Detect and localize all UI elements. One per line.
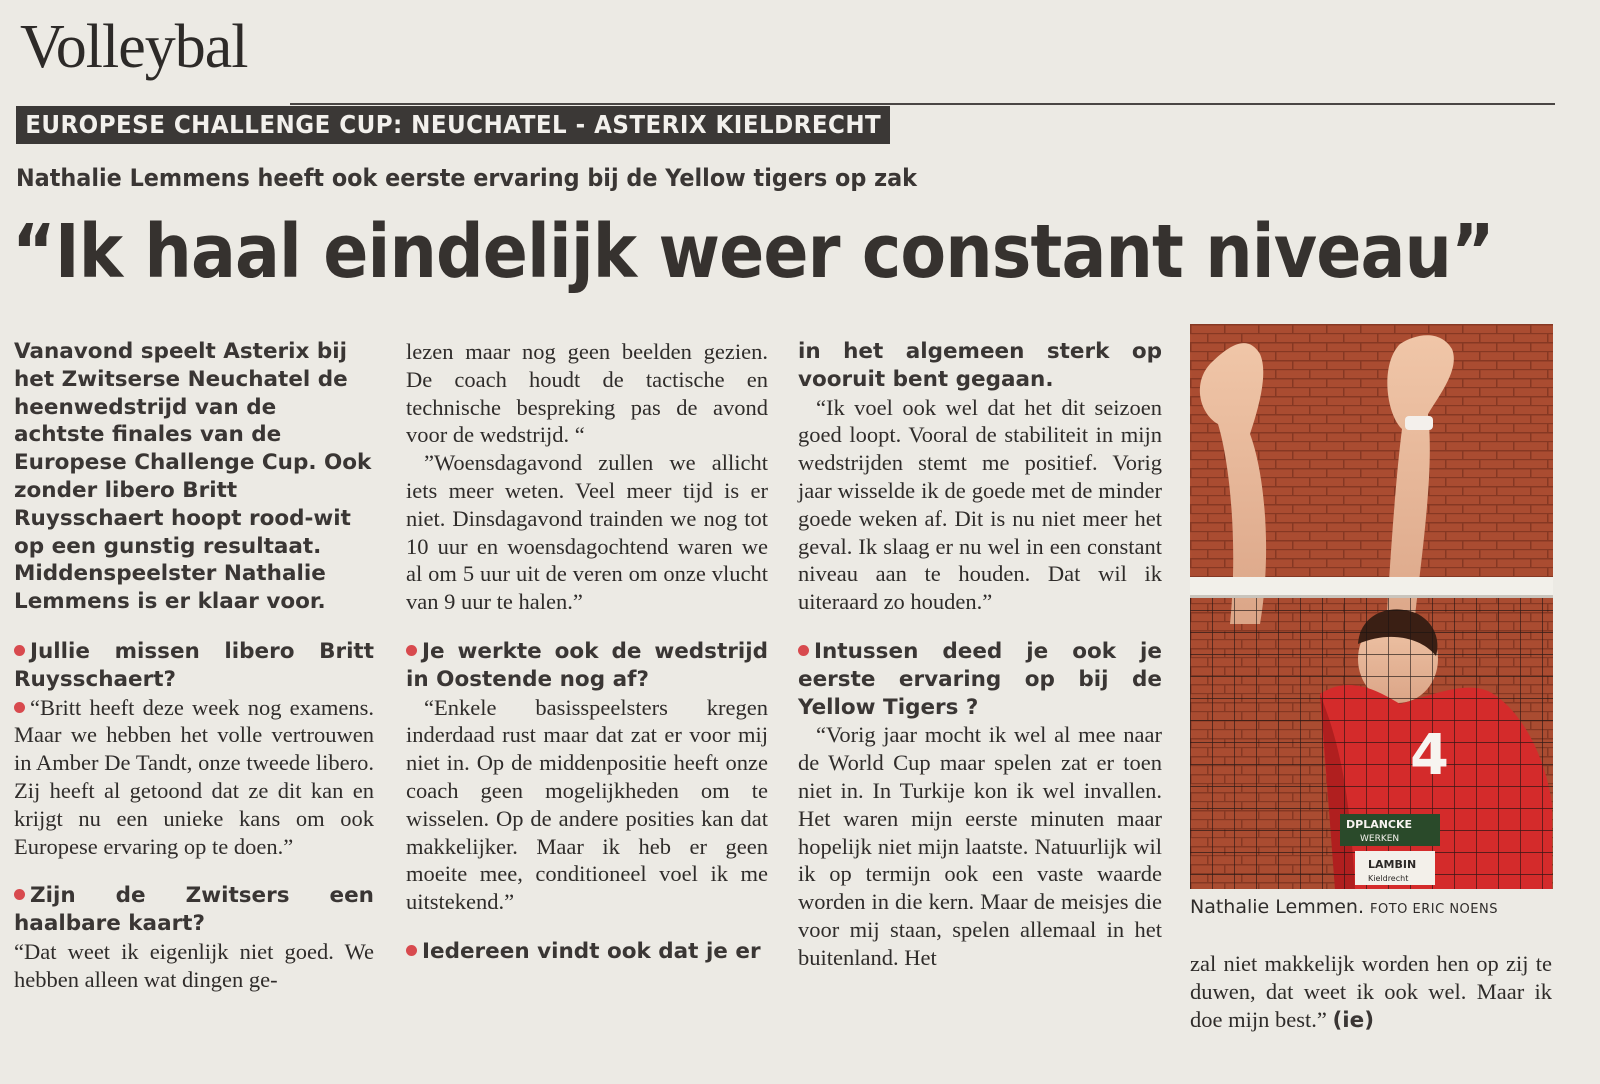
answer-2: “Dat weet ik eigenlijk niet goed. We hebben alleen wat dingen ge- (14, 938, 374, 992)
byline: (ie) (1332, 1007, 1375, 1033)
headline: “Ik haal eindelijk weer constant niveau” (12, 209, 1494, 295)
question-2: Zijn de Zwitsers een haalbare kaart? (14, 883, 374, 937)
bullet-icon (406, 945, 417, 956)
jersey-number: 4 (1410, 723, 1449, 788)
photo-illustration (1190, 324, 1553, 889)
answer-4: “Ik voel ook wel dat het dit seizoen goed loopt. Vooral de stabiliteit in mijn wedstrijden stemt me positief. Vorig jaar wisselde ik de goede met de minder goede weken af. Dit is nu niet meer het geval. Ik slaag er nu wel in een constant niveau aan te houden. Dat wil ik uiteraard zo houden.” (798, 394, 1162, 615)
column-4 (1190, 950, 1552, 1034)
answer-3: “Enkele basisspeelsters kregen inderdaad rust maar dat zat er voor mij niet in. Op de middenpositie heeft onze coach geen mogelijkheden om te wisselen. Op de andere posities kan dat makkelijker. Maar ik heb er geen moeite mee, conditioneel voel ik me uitstekend.” (406, 694, 768, 915)
question-5: Intussen deed je ook je eerste ervaring op bij de Yellow Tigers ? (798, 638, 1162, 720)
sponsor-1: DPLANCKE (1346, 818, 1413, 831)
bullet-icon (14, 645, 25, 656)
bullet-icon (14, 702, 25, 713)
player-photo (1190, 324, 1553, 889)
lead-paragraph: Vanavond speelt Asterix bij het Zwitserse Neuchatel de heenwedstrijd van de achtste finales van de Europese Challenge Cup. Ook zonder libero Britt Ruysschaert hoopt rood-wit op een gunstig resultaat. Middenspeelster Nathalie Lemmens is er klaar voor. (14, 339, 372, 615)
column-1 (14, 338, 374, 994)
caption-name: Nathalie Lemmen. (1190, 896, 1365, 918)
answer-5-continued: zal niet makkelijk worden hen op zij te duwen, dat weet ik ook wel. Maar ik doe mijn best.” (ie) (1190, 951, 1552, 1033)
bullet-icon (798, 645, 809, 656)
column-3 (798, 338, 1162, 972)
sponsor-2-sub: Kieldrecht (1368, 874, 1409, 883)
paragraph: lezen maar nog geen beelden gezien. De coach houdt de tactische en technische bespreking pas de avond voor de wedstrijd. “ (406, 339, 768, 448)
bullet-icon (406, 645, 417, 656)
photo-caption (1190, 896, 1498, 918)
sponsor-2: LAMBIN (1368, 858, 1417, 871)
column-2 (406, 338, 768, 966)
question-4: Iedereen vindt ook dat je er (406, 938, 768, 966)
photo-credit: FOTO ERIC NOENS (1370, 902, 1498, 917)
question-4-continued: in het algemeen sterk op vooruit bent gegaan. (798, 339, 1162, 392)
question-1: Jullie missen libero Britt Ruysschaert? (14, 638, 374, 692)
bullet-icon (14, 889, 25, 900)
section-title: Volleybal (20, 13, 248, 81)
subheadline: Nathalie Lemmens heeft ook eerste ervaring bij de Yellow tigers op zak (16, 164, 918, 192)
answer-1: “Britt heeft deze week nog examens. Maar we hebben het volle vertrouwen in Amber De Tandt, onze tweede libero. Zij heeft al getoond dat ze dit kan en krijgt nu een unieke kans om ook Europese ervaring op te doen.” (14, 694, 374, 859)
question-3: Je werkte ook de wedstrijd in Oostende nog af? (406, 638, 768, 692)
event-banner: EUROPESE CHALLENGE CUP: NEUCHATEL - ASTERIX KIELDRECHT (16, 106, 890, 144)
section-rule (290, 103, 1555, 105)
answer-5: “Vorig jaar mocht ik wel al mee naar de World Cup maar spelen zat er toen niet in. In Turkije kon ik wel invallen. Het waren mijn eerste minuten maar hopelijk niet mijn laatste. Natuurlijk wil ik op termijn ook een vaste waarde worden in die kern. Maar de meisjes die voor mij staan, spelen allemaal in het buitenland. Het (798, 722, 1162, 970)
sponsor-1-sub: WERKEN (1360, 834, 1400, 844)
paragraph: ”Woensdagavond zullen we allicht iets meer weten. Veel meer tijd is er niet. Dinsdagavond trainden we nog tot 10 uur en woensdagochtend waren we al om 5 uur uit de veren om onze vlucht van 9 uur te halen.” (406, 450, 768, 615)
